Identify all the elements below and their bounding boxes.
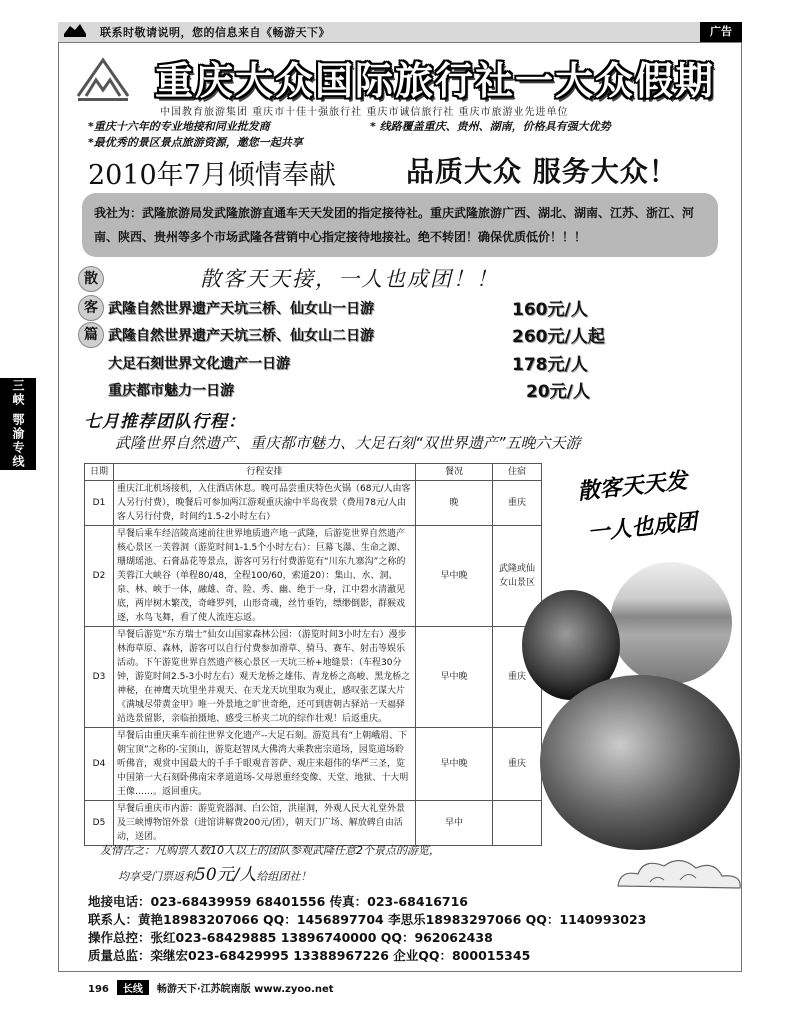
contact-line-people: 联系人：黄艳18983207066 QQ：1456897704 李思乐18983297066 QQ：1140993023: [88, 912, 647, 927]
tour-name: 大足石刻世界文化遗产一日游: [108, 356, 290, 372]
contact-notice: 联系时敬请说明，您的信息来自《畅游天下》: [100, 26, 330, 39]
plan-cell: 重庆江北机场接机，入住酒店休息。晚可品尝重庆特色火锅（68元/人由客人另行付费），晚餐后可参加两江游观重庆渝中半岛夜景（费用78元/人由客人另行付费，时间约1.5-2小时左右）: [114, 481, 416, 526]
scattered-headline: 散客天天接，一人也成团！！: [200, 267, 499, 291]
publication-line: 畅游天下·江苏皖南版 www.zyoo.net: [156, 984, 334, 995]
table-row: [85, 801, 542, 846]
rebate-note: [118, 860, 311, 885]
badge-san: 散: [78, 266, 104, 292]
day-cell: D3: [85, 627, 114, 728]
photo-grassland: [608, 560, 734, 686]
plan-cell: 早餐后游览“东方瑞士”仙女山国家森林公园：（游览时间3小时左右）漫步林海草原、森林，游客可以自行付费参加滑草、骑马、赛车、射击等娱乐活动。下午游览世界自然遗产核心景区一天坑三桥+地缝景：（车程30分钟，游览时间2.5-3小时左右）观天龙桥之雄伟、青龙桥之高峻、黑龙桥之神秘，在神鹰天坑里坐井观天、在天龙天坑里取为观止，感叹张艺谋大片《满城尽带黄金甲》唯一外景地之旷世奇绝，还可到唐朝古驿站一天福驿站选景留影，亲临拍摄地、感受三桥夹二坑的综作壮观！后返重庆。: [114, 627, 416, 728]
note-line-1: 散客天天发: [576, 468, 689, 506]
slogan-date: 2010年7月倾情奉献: [88, 160, 336, 191]
plan-cell: 早餐后由重庆乘车前往世界文化遗产--大足石刻。游览具有“上朝峨眉、下朝宝顶”之称的-宝顶山，游览赵智凤大佛湾大乘教密宗道场，园览道场聆听佛音，观赏中国最大的千手千眼观音菩萨、观庄来超伟的华严三圣，览中国第一大石刻卧佛南宋孝道道场-父母恩重经变像、天堂、地狱、十大明王像……。返回重庆。: [114, 728, 416, 801]
page-title: 重庆大众国际旅行社一大众假期: [155, 59, 716, 103]
meal-cell: 早中晚: [416, 728, 493, 801]
discount-note: 友情告之：凡购票人数10人以上的团队参观武隆任意2个景点的游览，: [100, 844, 440, 857]
header-plan: 行程安排: [114, 464, 416, 481]
tour-name: 重庆都市魅力一日游: [108, 383, 234, 399]
affiliation-line: 中国教育旅游集团 重庆市十佳十强旅行社 重庆市诚信旅行社 重庆市旅游业先进单位: [160, 107, 569, 118]
july-heading: 七月推荐团队行程：: [84, 412, 246, 432]
plan-cell: 早餐后重庆市内游：游览瓷器洞、白公馆，洪崖洞，外观人民大礼堂外景及三峡博物馆外景（进馆讲解费200元/团），朝天门广场、解放碑自由活动，送团。: [114, 801, 416, 846]
agency-logo-icon: [72, 52, 134, 108]
badge-pian: 篇: [78, 322, 104, 348]
rebate-amount: 50元/人: [195, 865, 257, 885]
section-tag: 长线: [117, 980, 149, 995]
tour-name: 武隆自然世界遗产天坑三桥、仙女山二日游: [108, 328, 374, 344]
day-cell: D4: [85, 728, 114, 801]
table-row: [85, 728, 542, 801]
agency-banner: 我社为：武隆旅游局发武隆旅游直通车天天发团的指定接待社。重庆武隆旅游广西、湖北、湖南、江苏、浙江、河南、陕西、贵州等多个市场武隆各营销中心指定接待地接社。绝不转团！确保优质低价！！！: [82, 193, 718, 257]
tour-price: 20元/人: [526, 382, 590, 402]
table-row: [85, 481, 542, 526]
header-meal: 餐况: [416, 464, 493, 481]
day-cell: D1: [85, 481, 114, 526]
bullet-wholesaler: *重庆十六年的专业地接和同业批发商: [88, 120, 270, 133]
table-header-row: [85, 464, 542, 481]
cloud-decoration-icon: [610, 852, 750, 898]
plan-cell: 早餐后乘车经涪陵高速前往世界地质遗产地一武隆，后游览世界自然遗产核心景区一芙蓉洞（游览时间1-1.5个小时左右）：巨幕飞瀑、生命之源、珊瑚瑶池、石膏晶花等景点，游客可另行付费游览有“川东九寨沟”之称的芙蓉江大峡谷（单程80/48，全程100/60，索道20）：集山、水、洞、泉、林、峡于一体，融雄、奇、险、秀、幽、绝于一身，江中碧水清澈见底，两岸树木繁茂，奇峰罗列，山形奇魂，丝竹垂钓，缥缈倒影，群猴戏逐，水鸟飞舞，看了使人流连忘返。: [114, 526, 416, 627]
rebate-prefix: 均享受门票返利: [118, 870, 195, 883]
table-row: [85, 627, 542, 728]
table-row: [85, 526, 542, 627]
meal-cell: 早中晚: [416, 526, 493, 627]
itinerary-table: [84, 463, 542, 846]
stay-cell: 重庆: [493, 627, 542, 728]
tour-price: 178元/人: [512, 355, 588, 375]
slogan-main: 品质大众 服务大众！: [406, 155, 678, 188]
header-day: 日期: [85, 464, 114, 481]
publication-logo-icon: [62, 20, 88, 40]
rebate-suffix: 给组团社！: [256, 870, 312, 883]
tour-price: 160元/人: [512, 300, 588, 320]
stay-cell: 重庆: [493, 481, 542, 526]
meal-cell: 早中晚: [416, 627, 493, 728]
top-bar: [0, 0, 800, 40]
badge-ke: 客: [78, 295, 104, 321]
page-number: 196: [88, 984, 109, 995]
bullet-resources: *最优秀的景区景点旅游资源，邀您一起共享: [88, 136, 303, 149]
header-stay: 住宿: [493, 464, 542, 481]
tour-name: 武隆自然世界遗产天坑三桥、仙女山一日游: [108, 301, 374, 317]
handwritten-note: [556, 462, 736, 560]
contact-line-control: 操作总控：张红023-68429885 13896740000 QQ：962062438: [88, 930, 493, 945]
stay-cell: 重庆: [493, 728, 542, 801]
note-line-2: 一人也成团: [586, 509, 699, 547]
contact-line-quality: 质量总监：栾继宏023-68429995 13388967226 企业QQ：800015345: [88, 948, 531, 963]
day-cell: D2: [85, 526, 114, 627]
side-tab: 三峡 鄂渝专线: [0, 378, 36, 470]
footer: [88, 980, 334, 995]
day-cell: D5: [85, 801, 114, 846]
ad-tag: 广告: [700, 22, 742, 42]
meal-cell: 晚: [416, 481, 493, 526]
meal-cell: 早中: [416, 801, 493, 846]
tour-price: 260元/人起: [512, 327, 605, 347]
july-subheading: 武隆世界自然遗产、重庆都市魅力、大足石刻“双世界遗产”五晚六天游: [115, 434, 581, 452]
photo-karst-cave: [540, 675, 740, 850]
stay-cell: 武隆或仙女山景区: [493, 526, 542, 627]
bullet-coverage: * 线路覆盖重庆、贵州、湖南，价格具有强大优势: [370, 120, 611, 133]
contact-line-phone: 地接电话：023-68439959 68401556 传真：023-68416716: [88, 894, 469, 909]
stay-cell: [493, 801, 542, 846]
